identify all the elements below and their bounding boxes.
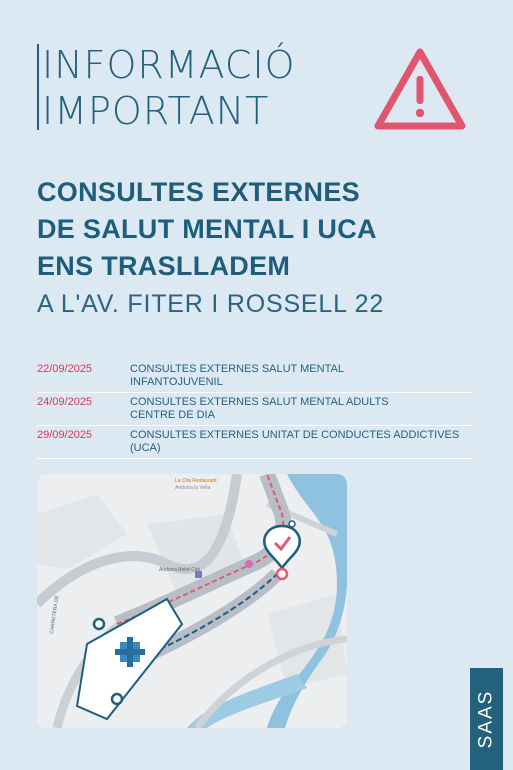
info-title-line1: INFORMACIÓ bbox=[42, 43, 296, 87]
schedule-row bbox=[37, 426, 473, 459]
location-map[interactable] bbox=[37, 474, 347, 728]
footer-logo-text: SAAS bbox=[475, 689, 497, 749]
map-canvas bbox=[37, 474, 347, 728]
headline-line2: DE SALUT MENTAL I UCA bbox=[37, 214, 377, 244]
info-title-line2: IMPORTANT bbox=[42, 89, 270, 133]
schedule-desc-line2: CENTRE DE DIA bbox=[130, 409, 215, 421]
headline-line1: CONSULTES EXTERNES bbox=[37, 177, 360, 207]
schedule-desc-line2: INFANTOJUVENIL bbox=[130, 376, 223, 388]
warning-triangle-icon bbox=[372, 46, 468, 134]
schedule-list bbox=[37, 360, 473, 459]
map-label-street: CARRETERA DE bbox=[49, 594, 61, 635]
map-label-center: Andorra Bebé Cité bbox=[159, 567, 201, 573]
info-title bbox=[42, 42, 296, 134]
schedule-description bbox=[130, 360, 473, 392]
schedule-description bbox=[130, 426, 473, 458]
schedule-date: 24/09/2025 bbox=[37, 396, 93, 408]
schedule-description bbox=[130, 393, 473, 425]
headline bbox=[37, 174, 377, 285]
schedule-date: 29/09/2025 bbox=[37, 429, 93, 441]
title-accent-bar bbox=[37, 44, 39, 130]
headline-line3: ENS TRASLLADEM bbox=[37, 251, 291, 281]
schedule-desc-line1: CONSULTES EXTERNES SALUT MENTAL ADULTS bbox=[130, 396, 389, 408]
schedule-row bbox=[37, 393, 473, 426]
schedule-row bbox=[37, 360, 473, 393]
address: A L'AV. FITER I ROSSELL 22 bbox=[37, 290, 385, 318]
footer-logo bbox=[470, 668, 503, 770]
schedule-desc-line2: (UCA) bbox=[130, 442, 161, 454]
map-label-restaurant: La Cita Restaurant bbox=[175, 478, 217, 484]
schedule-date: 22/09/2025 bbox=[37, 363, 93, 375]
schedule-desc-line1: CONSULTES EXTERNES UNITAT DE CONDUCTES ADDICTIVES bbox=[130, 429, 460, 441]
schedule-desc-line1: CONSULTES EXTERNES SALUT MENTAL bbox=[130, 363, 344, 375]
map-label-restaurant-sub: Andorra la Vella bbox=[175, 485, 211, 491]
